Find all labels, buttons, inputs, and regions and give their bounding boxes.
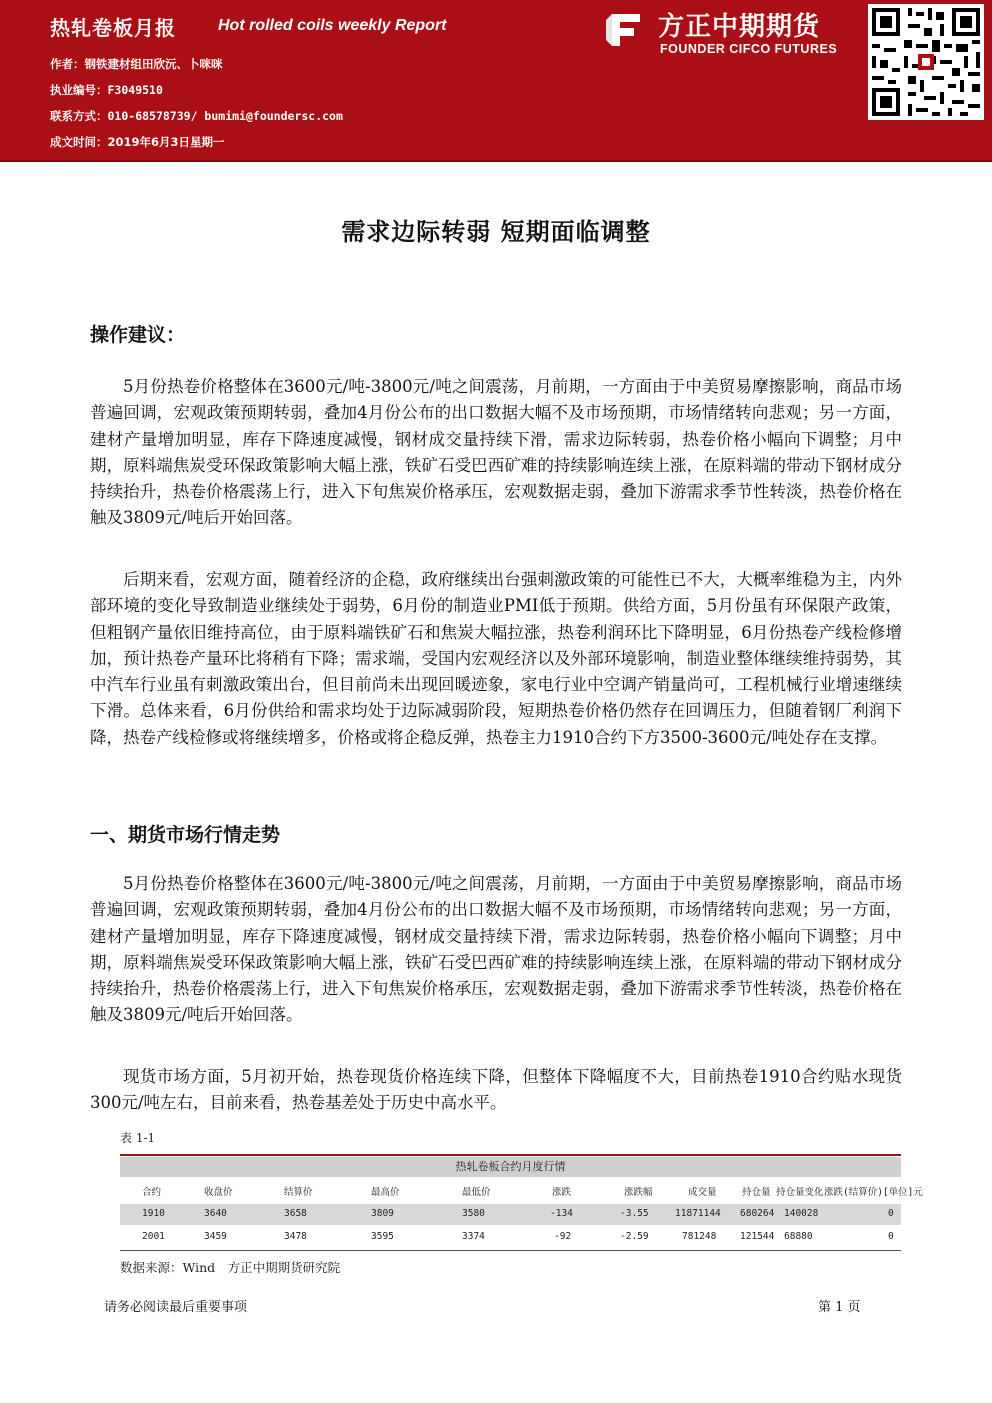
report-title-en: Hot rolled coils weekly Report [218, 17, 447, 34]
table-header-cell: 涨跌 [552, 1187, 572, 1198]
advice-paragraph-2: 后期来看，宏观方面，随着经济的企稳，政府继续出台强刺激政策的可能性已不大，大概率维稳为主，内外部环境的变化导致制造业继续处于弱势，6月份的制造业PMI低于预期。供给方面，5月份虽有环保限产政策，但粗钢产量依旧维持高位，由于原料端铁矿石和焦炭大幅拉涨，热卷利润环比下降明显，6月份热卷产线检修增加，预计热卷产量环比将稍有下降；需求端，受国内宏观经济以及外部环境影响，制造业整体继续维持弱势，其中汽车行业虽有刺激政策出台，但目前尚未出现回暖迹象，家电行业中空调产销量尚可，工程机械行业增速继续下滑。总体来看，6月份供给和需求均处于边际减弱阶段，短期热卷价格仍然存在回调压力，但随着钢厂利润下降，热卷产线检修或将继续增多，价格或将企稳反弹，热卷主力1910合约下方3500-3600元/吨处存在支撑。 [90, 570, 902, 747]
table-caption: 热轧卷板合约月度行情 [120, 1157, 901, 1177]
table-cell: 3640 [204, 1208, 227, 1219]
monthly-quote-table [120, 1154, 923, 1252]
author-value: 钢铁建材组田欣沅、卜咪咪 [84, 57, 223, 71]
report-title-cn: 热轧卷板月报 [50, 16, 176, 40]
table-cell: 121544 [740, 1231, 775, 1242]
report-header [0, 0, 992, 162]
table-header-cell: 涨跌(结算价)[单位]元 [824, 1187, 923, 1198]
header-divider [0, 160, 992, 162]
table-row [120, 1227, 901, 1248]
table-cell: -2.59 [620, 1231, 649, 1242]
futures-paragraph-2: 现货市场方面，5月初开始，热卷现货价格连续下降，但整体下降幅度不大，目前热卷1910合约贴水现货300元/吨左右，目前来看，热卷基差处于历史中高水平。 [90, 1067, 902, 1113]
company-logo [600, 6, 858, 62]
qr-code-icon [868, 4, 984, 120]
contact-label: 联系方式： [50, 109, 108, 123]
page-number: 第 1 页 [818, 1300, 861, 1315]
table-header-row [120, 1180, 923, 1201]
table-cell: 3595 [371, 1231, 394, 1242]
section-heading-futures: 一、期货市场行情走势 [90, 824, 281, 846]
table-cell: 0 [888, 1231, 894, 1242]
table-cell: 3459 [204, 1231, 227, 1242]
table-cell: 680264 [740, 1208, 775, 1219]
license-value: F3049510 [107, 83, 163, 97]
table-header-cell: 最低价 [462, 1187, 491, 1198]
table-cell: -134 [550, 1208, 573, 1219]
table-row [120, 1204, 901, 1225]
contact-value[interactable]: 010-68578739/ bumimi@foundersc.com [107, 109, 343, 123]
table-cell: 0 [888, 1208, 894, 1219]
data-source-note: 数据来源：Wind 方正中期期货研究院 [120, 1260, 341, 1275]
table-label: 表 1-1 [120, 1131, 156, 1145]
table-bottom-rule [120, 1250, 901, 1251]
section-heading-advice: 操作建议： [90, 324, 186, 346]
logo-text-cn: 方正中期期货 [658, 12, 821, 42]
table-cell: 3580 [462, 1208, 485, 1219]
table-cell: 140028 [784, 1208, 819, 1219]
table-header-cell: 持仓量 [742, 1187, 771, 1198]
table-cell: 11871144 [675, 1208, 721, 1219]
advice-paragraph-1: 5月份热卷价格整体在3600元/吨-3800元/吨之间震荡，月前期，一方面由于中美贸易摩擦影响，商品市场普遍回调，宏观政策预期转弱，叠加4月份公布的出口数据大幅不及市场预期，市场情绪转向悲观；另一方面，建材产量增加明显，库存下降速度减慢，钢材成交量持续下滑，需求边际转弱，热卷价格小幅向下调整；月中期，原料端焦炭受环保政策影响大幅上涨，铁矿石受巴西矿难的持续影响连续上涨，在原料端的带动下钢材成分持续抬升，热卷价格震荡上行，进入下旬焦炭价格承压，宏观数据走弱，叠加下游需求季节性转淡，热卷价格在触及3809元/吨后开始回落。 [90, 377, 902, 528]
document-title: 需求边际转弱 短期面临调整 [341, 218, 651, 246]
table-cell: 3658 [284, 1208, 307, 1219]
footer-notice: 请务必阅读最后重要事项 [104, 1300, 248, 1315]
table-cell: 3478 [284, 1231, 307, 1242]
date-label: 成文时间： [50, 135, 108, 149]
table-header-cell: 收盘价 [204, 1187, 233, 1198]
table-cell: 2001 [142, 1231, 165, 1242]
table-header-cell: 持仓量变化 [776, 1187, 824, 1198]
author-line [50, 56, 223, 72]
table-header-cell: 最高价 [371, 1187, 400, 1198]
table-cell: 68880 [784, 1231, 813, 1242]
table-header-cell: 结算价 [284, 1187, 313, 1198]
table-cell: -3.55 [620, 1208, 649, 1219]
license-label: 执业编号： [50, 83, 108, 97]
founder-logo-icon [604, 10, 644, 50]
contact-line [50, 108, 343, 124]
table-cell: 3374 [462, 1231, 485, 1242]
logo-text-en: FOUNDER CIFCO FUTURES [660, 42, 838, 56]
table-cell: 781248 [682, 1231, 717, 1242]
license-line [50, 82, 163, 98]
table-cell: -92 [554, 1231, 572, 1242]
table-header-cell: 涨跌幅 [624, 1187, 653, 1198]
author-label: 作者： [50, 57, 85, 71]
table-header-cell: 成交量 [688, 1187, 717, 1198]
date-line [50, 134, 225, 150]
table-header-cell: 合约 [142, 1187, 162, 1198]
table-cell: 3809 [371, 1208, 394, 1219]
table-cell: 1910 [142, 1208, 165, 1219]
futures-paragraph-1: 5月份热卷价格整体在3600元/吨-3800元/吨之间震荡，月前期，一方面由于中美贸易摩擦影响，商品市场普遍回调，宏观政策预期转弱，叠加4月份公布的出口数据大幅不及市场预期，市场情绪转向悲观；另一方面，建材产量增加明显，库存下降速度减慢，钢材成交量持续下滑，需求边际转弱，热卷价格小幅向下调整；月中期，原料端焦炭受环保政策影响大幅上涨，铁矿石受巴西矿难的持续影响连续上涨，在原料端的带动下钢材成分持续抬升，热卷价格震荡上行，进入下旬焦炭价格承压，宏观数据走弱，叠加下游需求季节性转淡，热卷价格在触及3809元/吨后开始回落。 [90, 874, 902, 1025]
date-value: 2019年6月3日星期一 [107, 135, 225, 149]
table-top-rule [120, 1154, 901, 1156]
